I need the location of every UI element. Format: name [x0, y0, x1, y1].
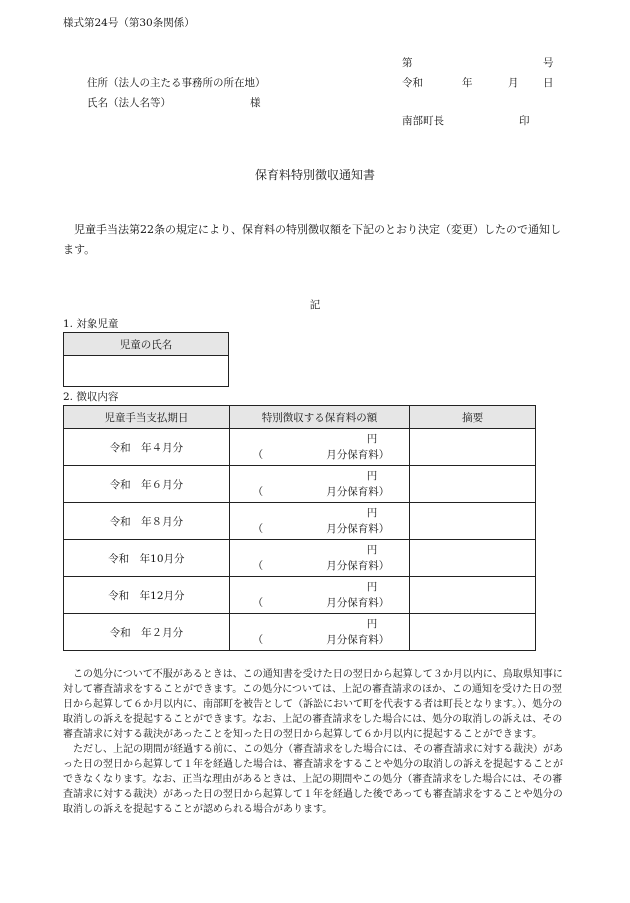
period-cell: 令和 年６月分 [64, 466, 230, 503]
name-label: 氏名（法人名等） [87, 97, 171, 109]
section2-heading: 2. 徴収内容 [63, 391, 119, 403]
appeal-notice [63, 667, 566, 817]
date-era: 令和 [402, 77, 423, 89]
target-child-table [63, 332, 229, 387]
paren-open: （ [252, 597, 264, 609]
table-row [64, 614, 536, 651]
paren-open: （ [252, 523, 264, 535]
yen-label: 円 [366, 581, 378, 593]
period-cell: 令和 年４月分 [64, 429, 230, 466]
intro-text: 児童手当法第22条の規定により、保育料の特別徴収額を下記のとおり決定（変更）したので通知します。 [63, 223, 561, 256]
document-title: 保育料特別徴収通知書 [254, 168, 375, 182]
remarks-cell [410, 466, 536, 503]
month-fee-label: 月分保育料） [326, 597, 390, 609]
section1-heading: 1. 対象児童 [63, 318, 119, 330]
remarks-cell [410, 614, 536, 651]
yen-label: 円 [366, 507, 378, 519]
remarks-cell [410, 577, 536, 614]
ki-mark: 記 [309, 299, 321, 311]
table-row [64, 540, 536, 577]
yen-label: 円 [366, 433, 378, 445]
child-name-cell [64, 356, 229, 387]
date-day-label: 日 [543, 77, 554, 89]
paren-open: （ [252, 634, 264, 646]
doc-number-suffix: 号 [543, 57, 554, 69]
table-row [64, 466, 536, 503]
amount-cell [229, 429, 410, 466]
issuer-name: 南部町長 [402, 115, 444, 127]
period-cell: 令和 年10月分 [64, 540, 230, 577]
remarks-cell [410, 540, 536, 577]
paren-open: （ [252, 560, 264, 572]
date-year-label: 年 [462, 77, 473, 89]
period-cell: 令和 年12月分 [64, 577, 230, 614]
yen-label: 円 [366, 618, 378, 630]
period-cell: 令和 年２月分 [64, 614, 230, 651]
table-header-row [64, 406, 536, 429]
collection-table [63, 405, 536, 651]
remarks-cell [410, 503, 536, 540]
amount-cell [229, 540, 410, 577]
address-label: 住所（法人の主たる事務所の所在地） [87, 77, 266, 89]
month-fee-label: 月分保育料） [326, 486, 390, 498]
amount-cell [229, 614, 410, 651]
issuer-seal: 印 [519, 115, 530, 127]
honorific: 様 [250, 97, 261, 109]
col-header-remarks: 摘要 [410, 406, 536, 429]
doc-number-prefix: 第 [402, 57, 413, 69]
col-header-amount: 特別徴収する保育料の額 [229, 406, 410, 429]
yen-label: 円 [366, 544, 378, 556]
notice-paragraph: この処分について不服があるときは、この通知書を受けた日の翌日から起算して３か月以内に、鳥取県知事に対して審査請求をすることができます。この処分については、上記の審査請求のほか、この通知を受けた日の翌日から起算して６か月以内に、南部町を被告として（訴訟において町を代表する者は町長となります。）、処分の取消しの訴えを提起することができます。なお、上記の審査請求をした場合には、処分の取消しの訴えは、その審査請求に対する裁決があったことを知った日の翌日から起算して６か月以内に提起することができます。 [63, 669, 563, 740]
col-header-payment-date: 児童手当支払期日 [64, 406, 230, 429]
paren-open: （ [252, 449, 264, 461]
amount-cell [229, 466, 410, 503]
yen-label: 円 [366, 470, 378, 482]
paren-open: （ [252, 486, 264, 498]
table-row [64, 577, 536, 614]
amount-cell [229, 503, 410, 540]
month-fee-label: 月分保育料） [326, 523, 390, 535]
notice-paragraph: ただし、上記の期間が経過する前に、この処分（審査請求をした場合には、その審査請求に対する裁決）があった日の翌日から起算して１年を経過した場合は、審査請求をすることや処分の取消しの訴えを提起することができなくなります。なお、正当な理由があるときは、上記の期間やこの処分（審査請求をした場合には、その審査請求に対する裁決）があった日の翌日から起算して１年を経過した後であっても審査請求をすることや処分の取消しの訴えを提起することが認められる場合があります。 [63, 744, 563, 815]
month-fee-label: 月分保育料） [326, 560, 390, 572]
date-month-label: 月 [508, 77, 519, 89]
table-row [64, 503, 536, 540]
remarks-cell [410, 429, 536, 466]
month-fee-label: 月分保育料） [326, 634, 390, 646]
period-cell: 令和 年８月分 [64, 503, 230, 540]
form-number: 様式第24号（第30条関係） [63, 17, 195, 29]
month-fee-label: 月分保育料） [326, 449, 390, 461]
table-row [64, 429, 536, 466]
child-name-header: 児童の氏名 [64, 333, 229, 356]
amount-cell [229, 577, 410, 614]
